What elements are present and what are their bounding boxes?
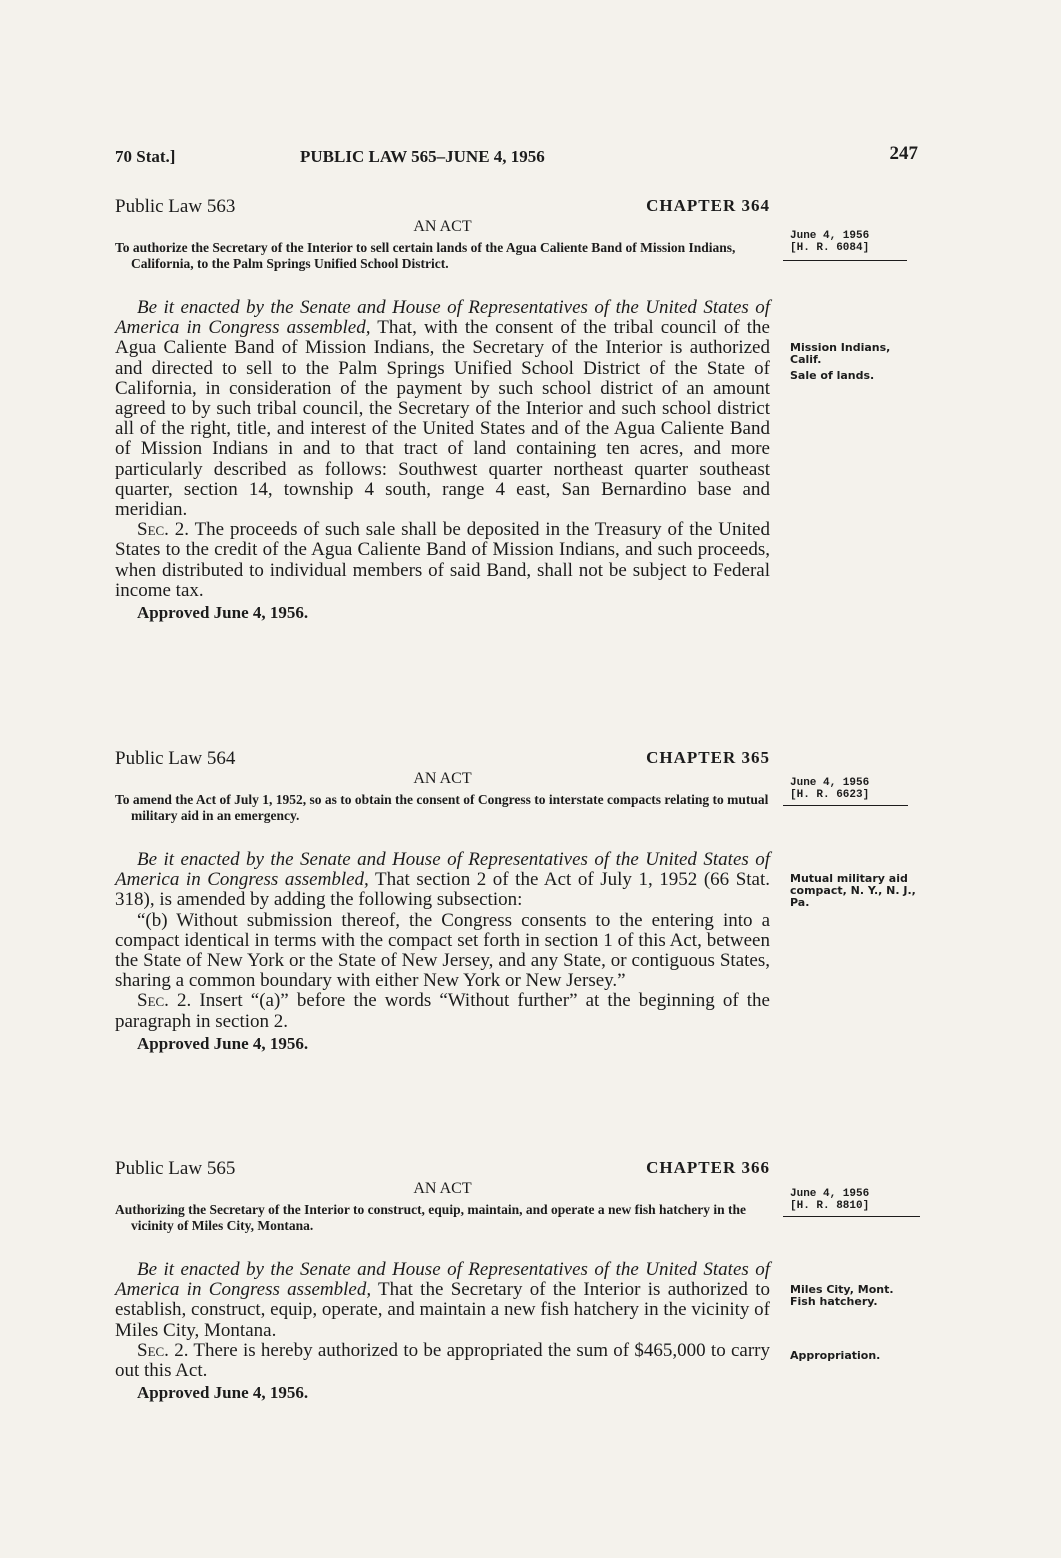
enacting-clause bbox=[115, 298, 770, 520]
section-text: The proceeds of such sale shall be deposited in the Treasury of the United States to the credit of the Agua Caliente Band of Mission Indians, and such proceeds, when distributed to individual members of said Band, shall not be subject to Federal income tax. bbox=[115, 519, 770, 601]
law-number: Public Law 564 bbox=[115, 748, 236, 769]
law-number: Public Law 563 bbox=[115, 196, 236, 217]
date-note-date: June 4, 1956 bbox=[790, 230, 870, 242]
law-header bbox=[115, 196, 770, 224]
date-note bbox=[790, 230, 920, 254]
law-header bbox=[115, 748, 770, 776]
act-title: AN ACT bbox=[413, 1180, 472, 1197]
date-note-date: June 4, 1956 bbox=[790, 1188, 870, 1200]
divider bbox=[783, 805, 908, 806]
approval-date: Approved June 4, 1956. bbox=[137, 603, 309, 623]
enacting-text: That the Secretary of the Interior is authorized to establish, construct, equip, operate, and maintain a new fish hatchery in the vicinity of Miles City, Montana. bbox=[115, 1279, 770, 1341]
running-title: PUBLIC LAW 565–JUNE 4, 1956 bbox=[300, 147, 545, 166]
margin-note: Appropriation. bbox=[790, 1349, 881, 1362]
section-2 bbox=[115, 1341, 770, 1381]
enacting-formula: Be it enacted by the Senate and House of Representatives of the United States of America in Congress assembled, bbox=[115, 297, 770, 339]
enacting-formula: Be it enacted by the Senate and House of Representatives of the United States of America in Congress assembled, bbox=[115, 849, 770, 891]
bill-number: [H. R. 8810] bbox=[790, 1200, 870, 1212]
section-2 bbox=[115, 520, 770, 601]
margin-note: Miles City, Mont. Fish hatchery. bbox=[790, 1283, 894, 1308]
law-number: Public Law 565 bbox=[115, 1158, 236, 1179]
section-text: There is hereby authorized to be appropriated the sum of $465,000 to carry out this Act. bbox=[115, 1339, 770, 1382]
law-section-565 bbox=[115, 1158, 770, 1403]
running-head bbox=[115, 143, 918, 169]
margin-note: Sale of lands. bbox=[790, 369, 875, 382]
date-note-date: June 4, 1956 bbox=[790, 777, 870, 789]
page-number: 247 bbox=[889, 143, 918, 164]
enacting-text: That section 2 of the Act of July 1, 1952 (66 Stat. 318), is amended by adding the following subsection: bbox=[115, 869, 770, 911]
act-description: Authorizing the Secretary of the Interior to construct, equip, maintain, and operate a new fish hatchery in the vicinity of Miles City, Montana. bbox=[115, 1202, 746, 1233]
enacting-text: That, with the consent of the tribal council of the Agua Caliente Band of Mission Indians, the Secretary of the Interior is authorized and directed to sell to the Palm Springs Unified School District of the State of California, in consideration of the payment by such school district of an amount agreed to by such tribal council, the Secretary of the Interior and such school district all of the right, title, and interest of the United States and of the Agua Caliente Band of Mission Indians in and to that tract of land containing ten acres, and more particularly described as follows: Southwest quarter northeast quarter southeast quarter, section 14, township 4 south, range 4 east, San Bernardino base and meridian. bbox=[115, 317, 770, 521]
approval-date: Approved June 4, 1956. bbox=[137, 1033, 309, 1053]
chapter-number: CHAPTER 365 bbox=[646, 748, 770, 767]
act-title: AN ACT bbox=[413, 218, 472, 235]
approval-date: Approved June 4, 1956. bbox=[137, 1383, 309, 1403]
divider bbox=[783, 260, 907, 261]
section-label: Sec. 2. bbox=[137, 1339, 189, 1361]
enacting-formula: Be it enacted by the Senate and House of Representatives of the United States of America in Congress assembled, bbox=[115, 1259, 770, 1301]
law-body bbox=[115, 1260, 770, 1381]
chapter-number: CHAPTER 364 bbox=[646, 196, 770, 215]
law-section-563 bbox=[115, 196, 770, 623]
section-label: Sec. 2. bbox=[137, 519, 190, 541]
law-body bbox=[115, 298, 770, 601]
enacting-clause bbox=[115, 850, 770, 911]
margin-note: Mutual military aid compact, N. Y., N. J., Pa. bbox=[790, 872, 916, 909]
law-body bbox=[115, 850, 770, 1032]
margin-note: Mission Indians, Calif. bbox=[790, 341, 891, 366]
section-label: Sec. 2. bbox=[137, 990, 192, 1012]
enacting-clause bbox=[115, 1260, 770, 1341]
date-note bbox=[790, 1188, 920, 1212]
quoted-subsection: “(b) Without submission thereof, the Congress consents to the entering into a compact identical in terms with the compact set forth in section 1 of this Act, between the State of New York or the State of New Jersey, and any State, or contiguous States, sharing a common boundary with either New York or New Jersey.” bbox=[115, 909, 770, 992]
bill-number: [H. R. 6623] bbox=[790, 789, 870, 801]
act-description: To amend the Act of July 1, 1952, so as to obtain the consent of Congress to interstate compacts relating to mutual military aid in an emergency. bbox=[115, 792, 769, 823]
law-header bbox=[115, 1158, 770, 1186]
date-note bbox=[790, 777, 920, 801]
section-text: Insert “(a)” before the words “Without further” at the beginning of the paragraph in section 2. bbox=[115, 990, 770, 1032]
act-title: AN ACT bbox=[413, 770, 472, 787]
act-description: To authorize the Secretary of the Interior to sell certain lands of the Agua Caliente Band of Mission Indians, California, to the Palm Springs Unified School District. bbox=[115, 240, 736, 271]
section-2 bbox=[115, 991, 770, 1031]
law-section-564 bbox=[115, 748, 770, 1054]
volume-reference: 70 Stat.] bbox=[115, 147, 176, 166]
bill-number: [H. R. 6084] bbox=[790, 242, 870, 254]
chapter-number: CHAPTER 366 bbox=[646, 1158, 770, 1177]
divider bbox=[783, 1216, 920, 1217]
